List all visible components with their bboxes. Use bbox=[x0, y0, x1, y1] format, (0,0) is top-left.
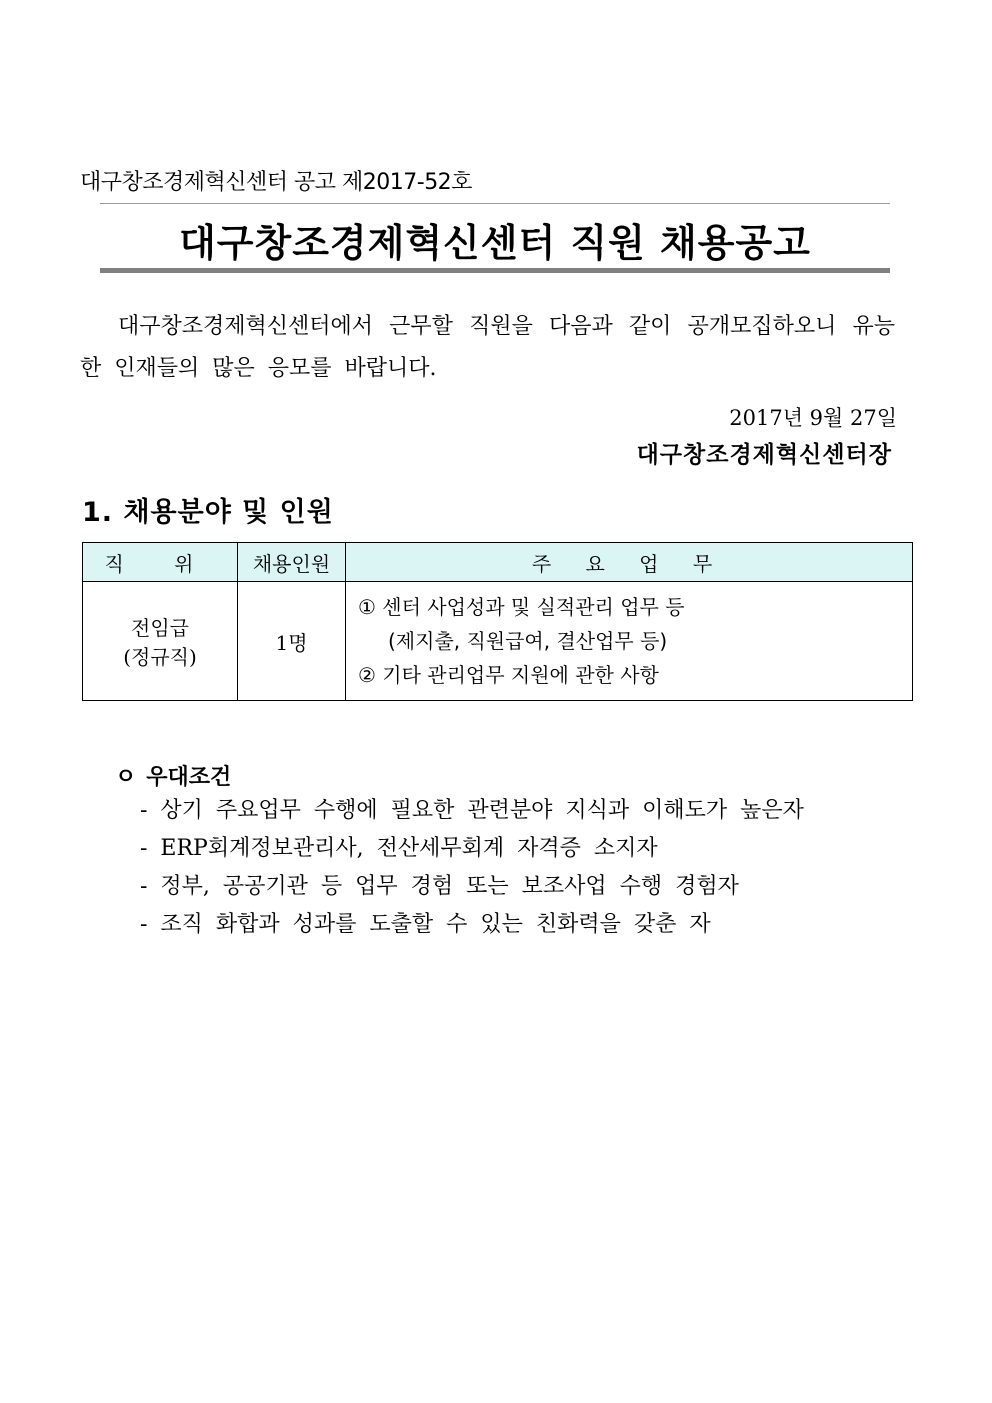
list-item: - 상기 주요업무 수행에 필요한 관련분야 지식과 이해도가 높은자 bbox=[140, 798, 804, 823]
column-header-count: 채용인원 bbox=[238, 543, 346, 582]
duty-item: ① 센터 사업성과 및 실적관리 업무 등 bbox=[358, 595, 685, 619]
preferences-list bbox=[140, 792, 804, 944]
issuer-name: 대구창조경제혁신센터장 bbox=[636, 441, 892, 468]
preferences-heading bbox=[115, 760, 231, 791]
position-type: (정규직) bbox=[123, 645, 197, 669]
title-bottom-rule bbox=[100, 268, 890, 273]
page-title: 대구창조경제혁신센터 직원 채용공고 bbox=[179, 221, 811, 265]
column-header-duties: 주 요 업 무 bbox=[346, 543, 913, 582]
intro-text: 대구창조경제혁신센터에서 근무할 직원을 다음과 같이 공개모집하오니 유능한 인재들의 많은 응모를 바랍니다. bbox=[80, 314, 895, 381]
list-item: - 정부, 공공기관 등 업무 경험 또는 보조사업 수행 경험자 bbox=[140, 874, 739, 899]
headcount-cell: 1명 bbox=[238, 582, 346, 701]
title-top-rule bbox=[100, 203, 890, 204]
preferences-heading-text: 우대조건 bbox=[146, 764, 232, 790]
list-item: - ERP회계정보관리사, 전산세무회계 자격증 소지자 bbox=[140, 836, 658, 861]
notice-date: 2017년 9월 27일 bbox=[729, 406, 897, 430]
list-item: - 조직 화합과 성과를 도출할 수 있는 친화력을 갖춘 자 bbox=[140, 912, 711, 937]
position-title: 전임급 bbox=[131, 616, 189, 640]
recruitment-table bbox=[82, 542, 913, 701]
column-header-position: 직 위 bbox=[83, 543, 238, 582]
bullet-marker: ㅇ bbox=[115, 765, 137, 790]
notice-number: 대구창조경제혁신센터 공고 제2017-52호 bbox=[80, 170, 472, 195]
duties-cell bbox=[346, 582, 913, 701]
table-header-row bbox=[83, 543, 913, 582]
table-row bbox=[83, 582, 913, 701]
duty-item: ② 기타 관리업무 지원에 관한 사항 bbox=[358, 663, 659, 687]
intro-paragraph bbox=[80, 306, 895, 390]
duty-item-detail: (제지출, 직원급여, 결산업무 등) bbox=[388, 629, 668, 653]
position-cell bbox=[83, 582, 238, 701]
section-heading-recruitment: 1. 채용분야 및 인원 bbox=[82, 497, 334, 528]
